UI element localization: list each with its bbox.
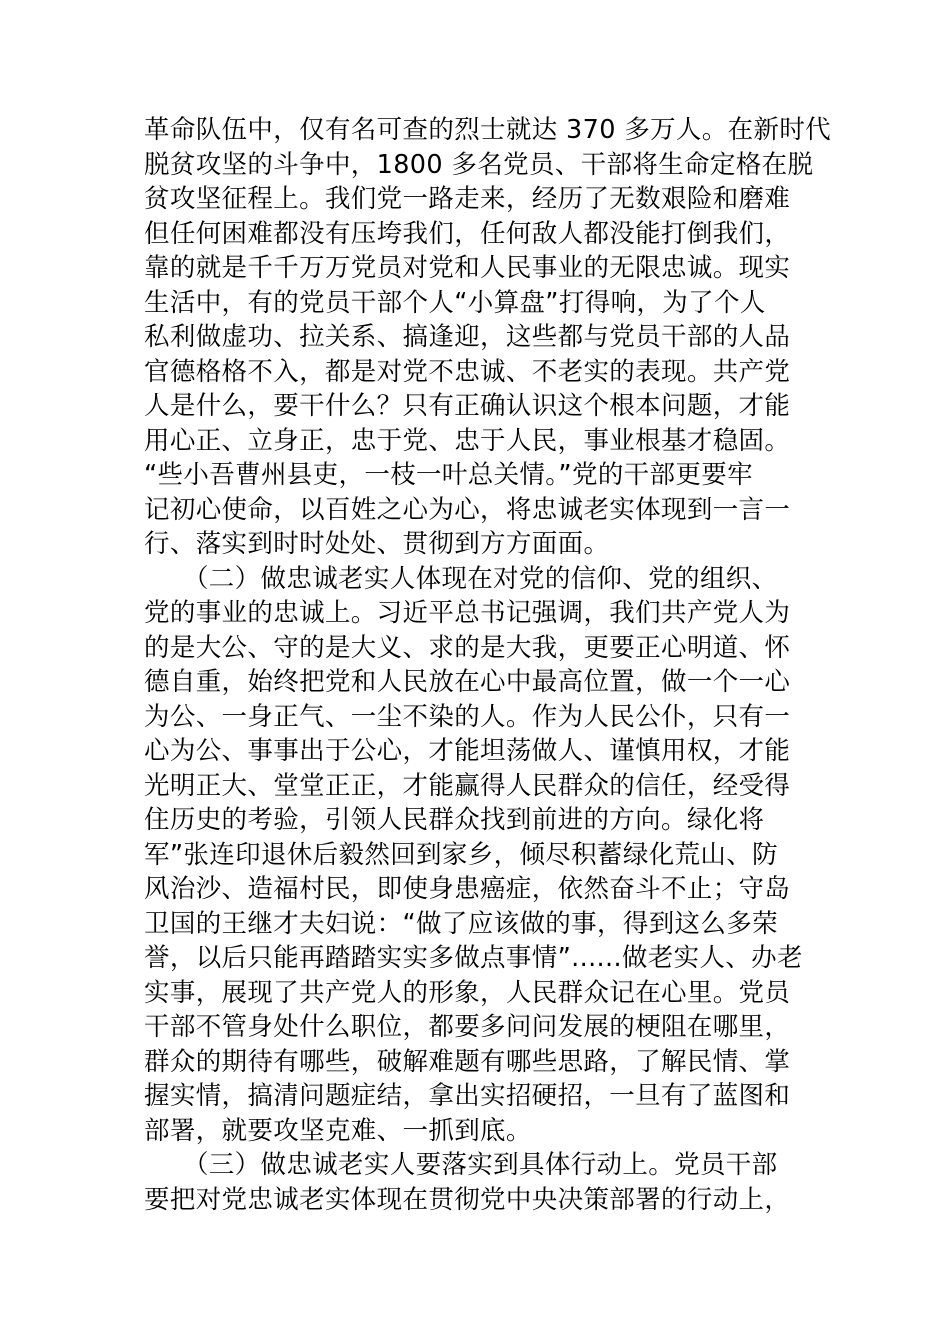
text-line: 但任何困难都没有压垮我们，任何敌人都没能打倒我们， — [144, 218, 791, 249]
text-line: 握实情，搞清问题症结，拿出实招硬招，一旦有了蓝图和 — [144, 1081, 791, 1111]
text-line: 心为公、事事出于公心，才能坦荡做人、谨慎用权，才能 — [144, 736, 791, 766]
text-line: 的是大公、守的是大义、求的是大我，更要正心明道、怀 — [144, 632, 791, 663]
text-line: 干部不管身处什么职位，都要多问问发展的梗阻在哪里， — [144, 1012, 791, 1042]
text-line: 党的事业的忠诚上。习近平总书记强调，我们共产党人为 — [144, 598, 791, 628]
text-line: 军”张连印退休后毅然回到家乡，倾尽积蓄绿化荒山、防 — [144, 839, 778, 870]
text-line: 脱贫攻坚的斗争中，1800 多名党员、干部将生命定格在脱 — [144, 149, 814, 180]
text-line: 为公、一身正气、一尘不染的人。作为人民公仆，只有一 — [144, 701, 791, 732]
section-heading-line: （二）做忠诚老实人体现在对党的信仰、党的组织、 — [144, 563, 778, 594]
text-line: 靠的就是千千万万党员对党和人民事业的无限忠诚。现实 — [144, 253, 791, 283]
text-line: 住历史的考验，引领人民群众找到前进的方向。绿化将 — [144, 805, 765, 835]
text-line: 誉，以后只能再踏踏实实多做点事情”......做老实人、办老 — [144, 943, 803, 973]
text-line: 部署，就要攻坚克难、一抓到底。 — [144, 1115, 532, 1146]
text-line: 官德格格不入，都是对党不忠诚、不老实的表现。共产党 — [144, 356, 791, 387]
text-line: 人是什么，要干什么？只有正确认识这个根本问题，才能 — [144, 391, 791, 421]
document-body — [144, 113, 832, 1217]
text-line: 实事，展现了共产党人的形象，人民群众记在心里。党员 — [144, 977, 791, 1008]
text-line: 群众的期待有哪些，破解难题有哪些思路，了解民情、掌 — [144, 1046, 791, 1077]
text-line: “些小吾曹州县吏，一枝一叶总关情。”党的干部更要牢 — [144, 460, 753, 490]
text-line: 德自重，始终把党和人民放在心中最高位置，做一个一心 — [144, 667, 791, 697]
text-line: 要把对党忠诚老实体现在贯彻党中央决策部署的行动上， — [144, 1184, 791, 1215]
text-line: 革命队伍中，仅有名可查的烈士就达 370 多万人。在新时代 — [144, 115, 832, 145]
text-line: 行、落实到时时处处、贯彻到方方面面。 — [144, 529, 610, 559]
text-line: 卫国的王继才夫妇说：“做了应该做的事，得到这么多荣 — [144, 908, 778, 939]
text-line: 风治沙、造福村民，即使身患癌症，依然奋斗不止；守岛 — [144, 874, 791, 904]
text-line: 贫攻坚征程上。我们党一路走来，经历了无数艰险和磨难 — [144, 184, 791, 214]
text-line: 生活中，有的党员干部个人“小算盘”打得响，为了个人 — [144, 287, 766, 318]
text-line: 记初心使命，以百姓之心为心，将忠诚老实体现到一言一 — [144, 494, 791, 525]
text-line: 光明正大、堂堂正正，才能赢得人民群众的信任，经受得 — [144, 770, 791, 801]
section-heading-line: （三）做忠诚老实人要落实到具体行动上。党员干部 — [144, 1150, 778, 1180]
text-line: 用心正、立身正，忠于党、忠于人民，事业根基才稳固。 — [144, 425, 791, 456]
text-line: 私利做虚功、拉关系、搞逢迎，这些都与党员干部的人品 — [144, 322, 791, 352]
